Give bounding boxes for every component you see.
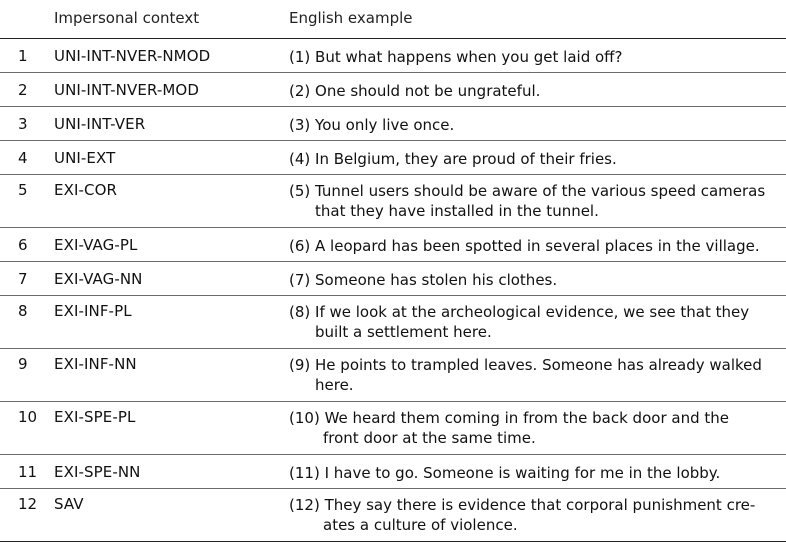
row-example [289, 181, 769, 221]
row-example [289, 463, 769, 483]
row-number: 4 [18, 149, 28, 167]
header-impersonal-context: Impersonal context [54, 9, 200, 27]
example-text: He points to trampled leaves. Someone has already walked [315, 356, 762, 374]
example-number: (12) [289, 496, 320, 514]
row-context: UNI-INT-VER [54, 115, 146, 133]
example-number: (3) [289, 116, 311, 134]
example-text-continued: built a settlement here. [315, 323, 492, 341]
example-number: (5) [289, 182, 311, 200]
row-number: 6 [18, 236, 28, 254]
row-example [289, 81, 769, 101]
row-context: EXI-VAG-NN [54, 270, 143, 288]
row-number: 10 [18, 408, 38, 426]
row-example [289, 408, 769, 448]
example-text: A leopard has been spotted in several places in the village. [315, 237, 760, 255]
row-example [289, 149, 769, 169]
example-number: (4) [289, 150, 311, 168]
row-number: 9 [18, 355, 28, 373]
table-row [0, 141, 786, 175]
row-context: EXI-INF-PL [54, 302, 132, 320]
example-text: Tunnel users should be aware of the various speed cameras [315, 182, 766, 200]
example-text: Someone has stolen his clothes. [315, 271, 558, 289]
row-example [289, 302, 769, 342]
example-number: (11) [289, 464, 320, 482]
row-context: EXI-INF-NN [54, 355, 137, 373]
table-row [0, 262, 786, 296]
row-context: EXI-SPE-NN [54, 463, 141, 481]
row-number: 5 [18, 181, 28, 199]
row-example [289, 115, 769, 135]
example-text: In Belgium, they are proud of their fries. [315, 150, 617, 168]
row-number: 1 [18, 47, 28, 65]
row-context: UNI-EXT [54, 149, 116, 167]
example-text: I have to go. Someone is waiting for me in the lobby. [324, 464, 721, 482]
example-text-continued: that they have installed in the tunnel. [315, 202, 599, 220]
row-context: UNI-INT-NVER-NMOD [54, 47, 211, 65]
example-number: (2) [289, 82, 311, 100]
row-context: UNI-INT-NVER-MOD [54, 81, 199, 99]
row-context: EXI-VAG-PL [54, 236, 138, 254]
example-number: (6) [289, 237, 311, 255]
example-number: (7) [289, 271, 311, 289]
row-number: 12 [18, 495, 38, 513]
row-context: EXI-SPE-PL [54, 408, 136, 426]
header-english-example: English example [289, 9, 413, 27]
table-row [0, 73, 786, 107]
example-text: If we look at the archeological evidence, we see that they [315, 303, 750, 321]
example-text: We heard them coming in from the back door and the [324, 409, 729, 427]
table-row [0, 489, 786, 542]
row-number: 3 [18, 115, 28, 133]
table-row [0, 402, 786, 455]
table-row [0, 39, 786, 73]
example-text-continued: front door at the same time. [323, 429, 536, 447]
row-number: 7 [18, 270, 28, 288]
example-text: One should not be ungrateful. [315, 82, 541, 100]
example-number: (1) [289, 48, 311, 66]
example-text-continued: ates a culture of violence. [323, 516, 518, 534]
row-number: 11 [18, 463, 38, 481]
example-number: (8) [289, 303, 311, 321]
row-example [289, 270, 769, 290]
table-row [0, 455, 786, 489]
row-number: 8 [18, 302, 28, 320]
row-number: 2 [18, 81, 28, 99]
table-row [0, 175, 786, 228]
example-text: But what happens when you get laid off? [315, 48, 623, 66]
example-text: You only live once. [315, 116, 455, 134]
example-text: They say there is evidence that corporal punishment cre- [324, 496, 756, 514]
example-text-continued: here. [315, 376, 354, 394]
row-example [289, 495, 769, 535]
table-row [0, 349, 786, 402]
row-example [289, 355, 769, 395]
table-header [0, 0, 786, 39]
table-row [0, 228, 786, 262]
row-context: EXI-COR [54, 181, 117, 199]
example-number: (9) [289, 356, 311, 374]
row-context: SAV [54, 495, 84, 513]
example-number: (10) [289, 409, 320, 427]
row-example [289, 236, 769, 256]
table-row [0, 107, 786, 141]
table-row [0, 296, 786, 349]
row-example [289, 47, 769, 67]
